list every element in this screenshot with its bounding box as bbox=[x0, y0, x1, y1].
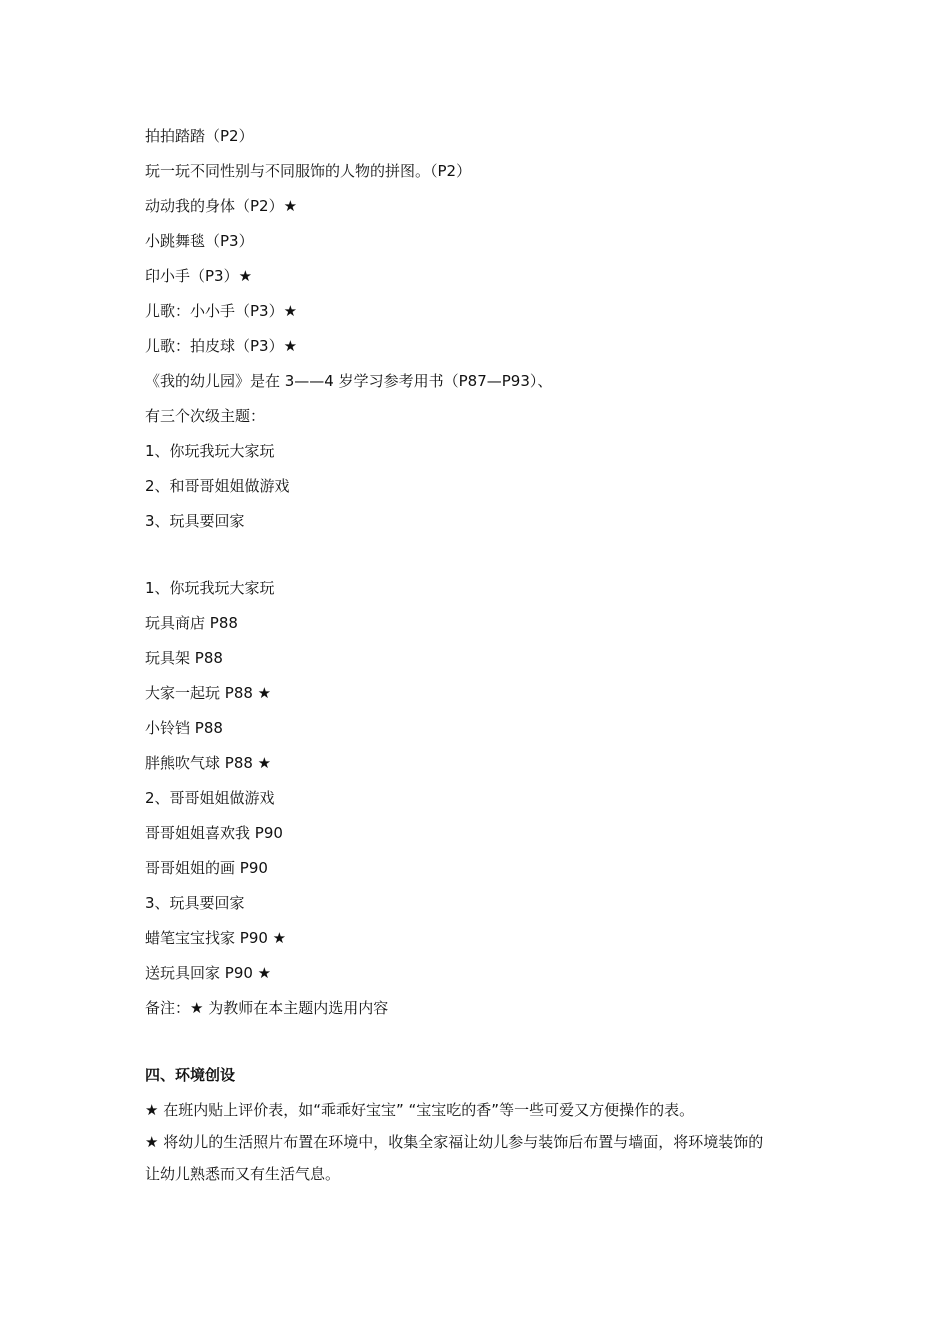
text-line: 玩一玩不同性别与不同服饰的人物的拼图。（P2） bbox=[145, 162, 472, 180]
text-line: 印小手（P3）★ bbox=[145, 267, 253, 285]
subtopic-item: 2、和哥哥姐姐做游戏 bbox=[145, 477, 290, 495]
activity-item: 胖熊吹气球 P88 ★ bbox=[145, 754, 272, 772]
text-line: 有三个次级主题： bbox=[145, 407, 266, 425]
blank-line bbox=[145, 1031, 815, 1063]
subtopic-heading: 1、你玩我玩大家玩 bbox=[145, 579, 275, 597]
text-line: 动动我的身体（P2）★ bbox=[145, 197, 298, 215]
note-line: 备注：★ 为教师在本主题内选用内容 bbox=[145, 999, 389, 1017]
text-line: 小跳舞毯（P3） bbox=[145, 232, 254, 250]
subtopic-heading: 3、玩具要回家 bbox=[145, 894, 245, 912]
environment-item: ★ 在班内贴上评价表，如“乖乖好宝宝” “宝宝吃的香”等一些可爱又方便操作的表。 bbox=[145, 1101, 695, 1119]
activity-item: 送玩具回家 P90 ★ bbox=[145, 964, 272, 982]
document-body bbox=[145, 124, 815, 1197]
text-line: 《我的幼儿园》是在 3——4 岁学习参考用书（P87—P93）、 bbox=[145, 372, 553, 390]
environment-item-continued: 让幼儿熟悉而又有生活气息。 bbox=[145, 1165, 341, 1183]
activity-item: 哥哥姐姐的画 P90 bbox=[145, 859, 268, 877]
section-title: 四、环境创设 bbox=[145, 1066, 236, 1084]
activity-item: 大家一起玩 P88 ★ bbox=[145, 684, 272, 702]
text-line: 拍拍踏踏（P2） bbox=[145, 127, 254, 145]
environment-item: ★ 将幼儿的生活照片布置在环境中，收集全家福让幼儿参与装饰后布置与墙面，将环境装饰的 bbox=[145, 1133, 764, 1151]
subtopic-heading: 2、哥哥姐姐做游戏 bbox=[145, 789, 275, 807]
text-line: 儿歌：小小手（P3）★ bbox=[145, 302, 298, 320]
activity-item: 玩具架 P88 bbox=[145, 649, 223, 667]
activity-item: 小铃铛 P88 bbox=[145, 719, 223, 737]
subtopic-item: 1、你玩我玩大家玩 bbox=[145, 442, 275, 460]
text-line: 儿歌：拍皮球（P3）★ bbox=[145, 337, 298, 355]
activity-item: 玩具商店 P88 bbox=[145, 614, 238, 632]
subtopic-item: 3、玩具要回家 bbox=[145, 512, 245, 530]
activity-item: 哥哥姐姐喜欢我 P90 bbox=[145, 824, 283, 842]
activity-item: 蜡笔宝宝找家 P90 ★ bbox=[145, 929, 287, 947]
blank-line bbox=[145, 544, 815, 576]
